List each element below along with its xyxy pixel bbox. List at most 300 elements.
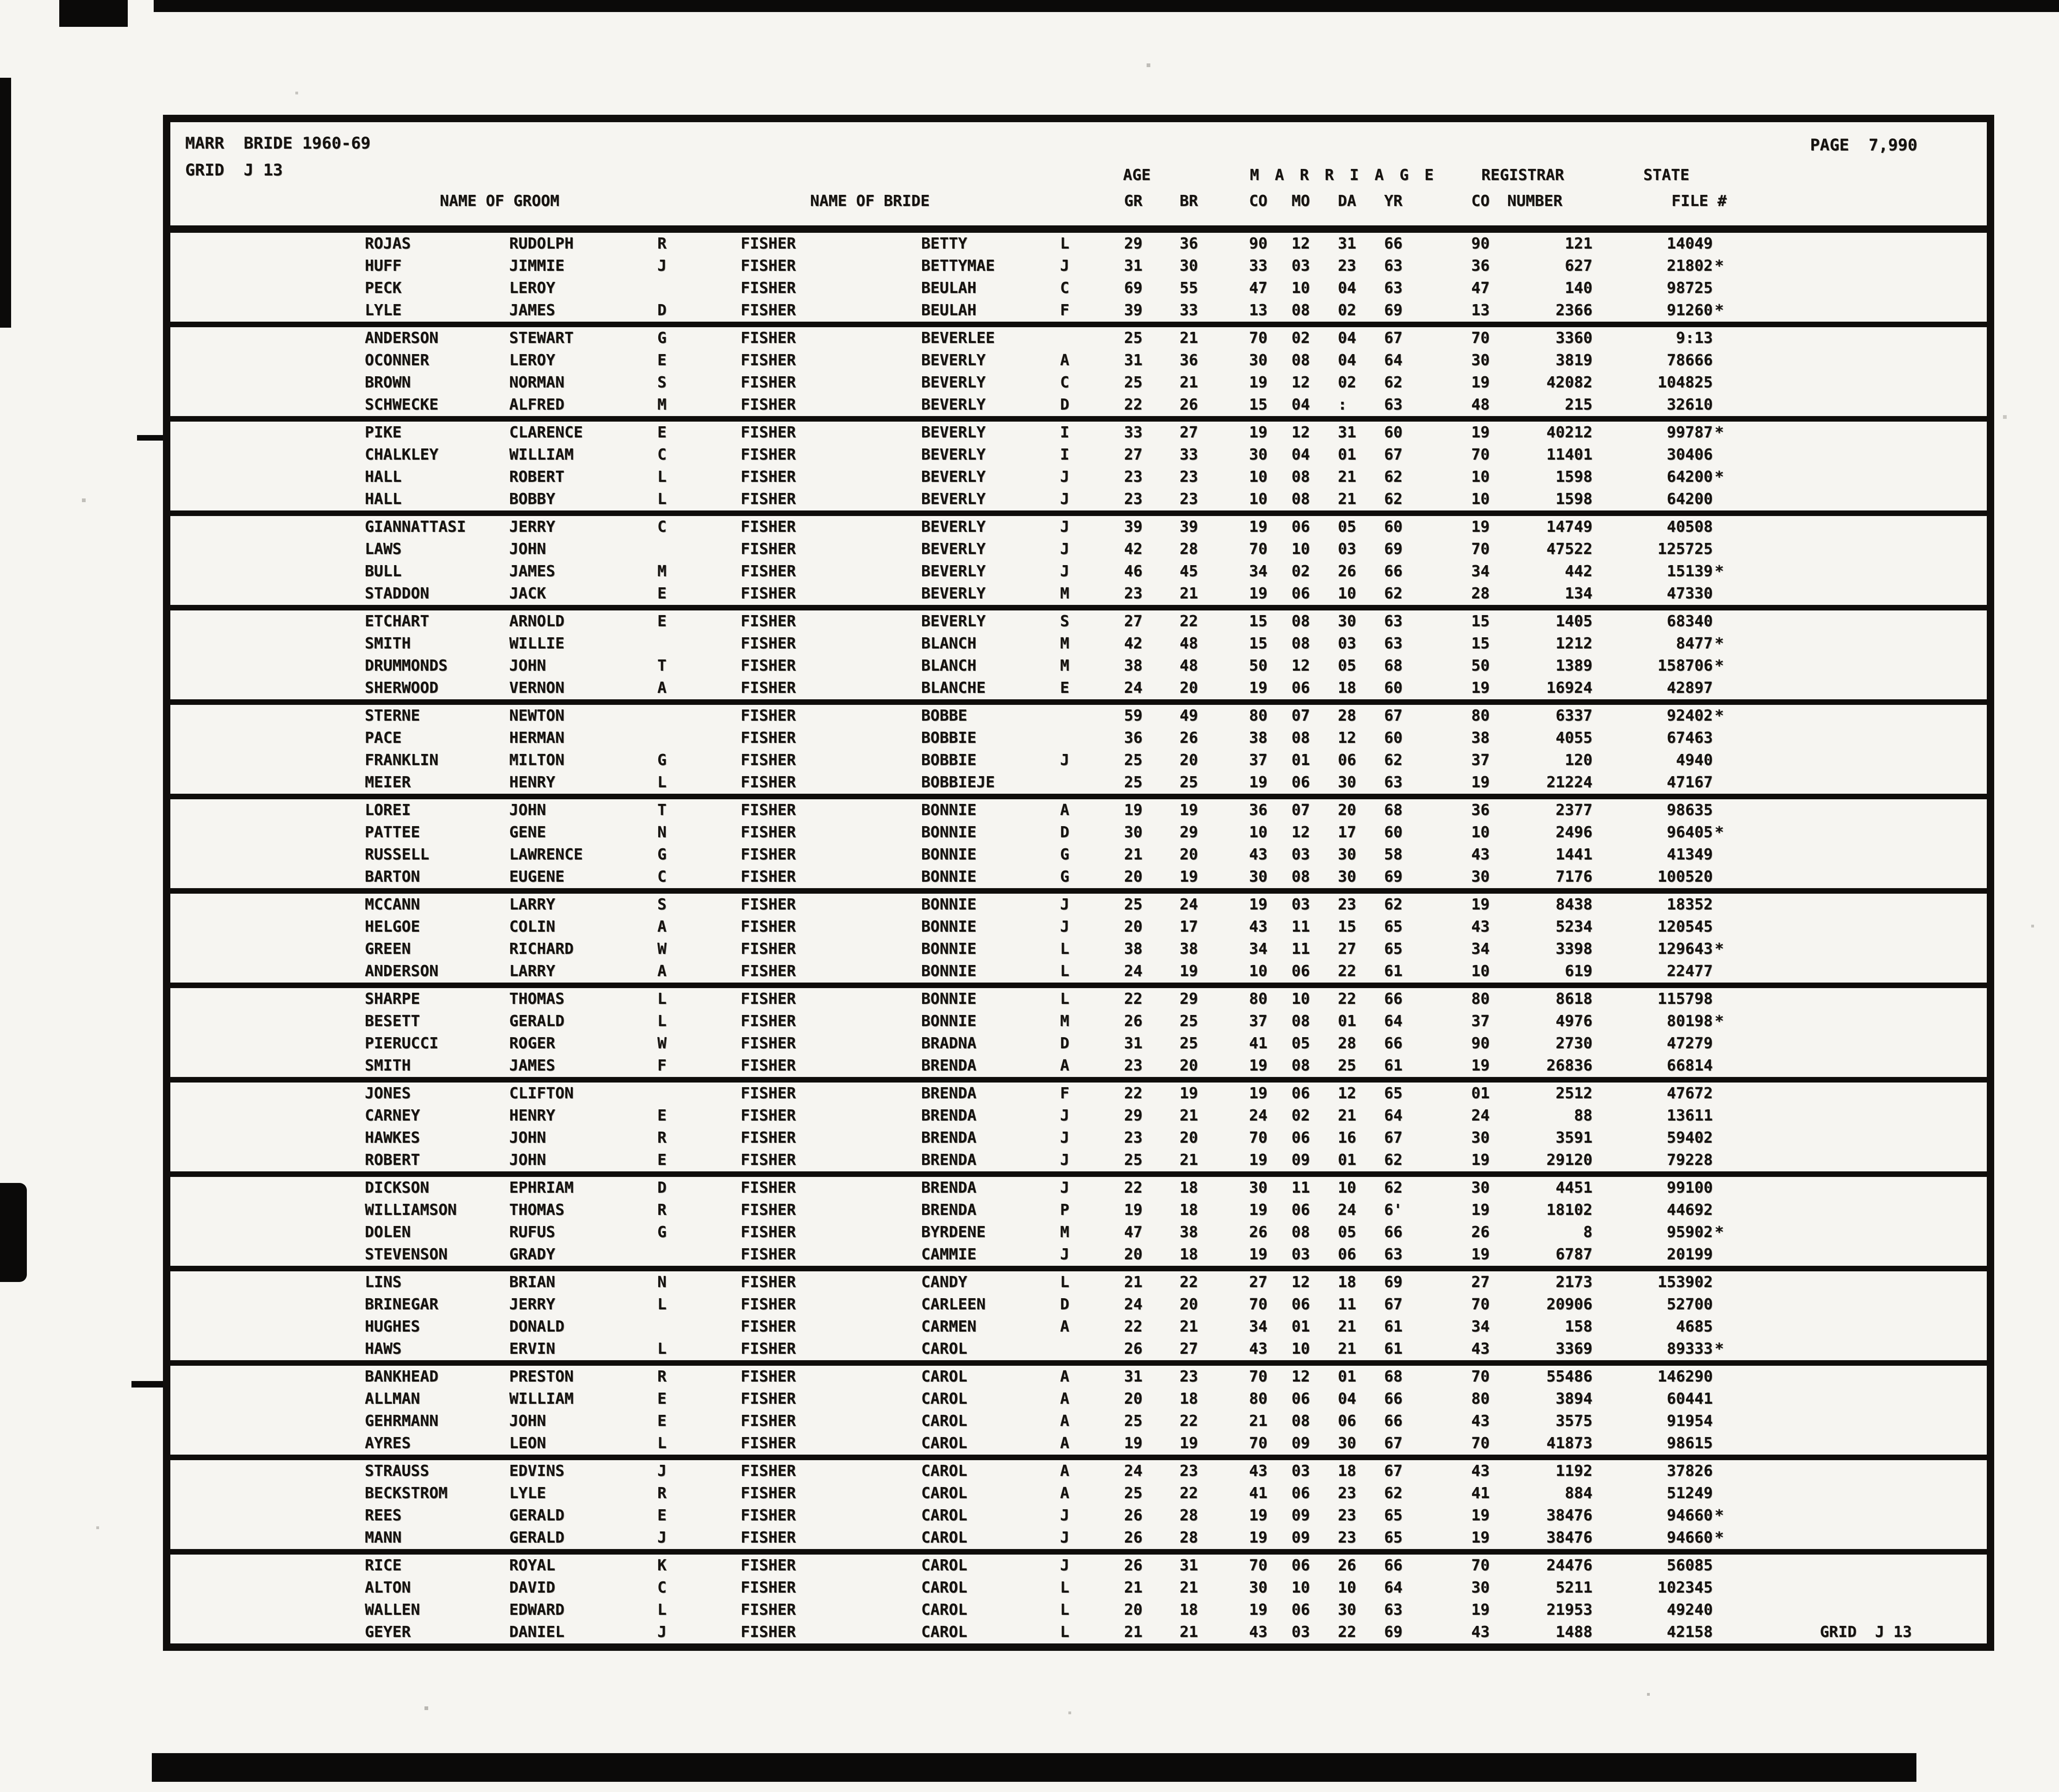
cell-groom-surname: RUSSELL [365,845,430,863]
cell-age-groom: 33 [1124,423,1142,441]
table-row [170,1366,1987,1388]
cell-marriage-county: 30 [1249,445,1267,463]
cell-state-file-number: 8477 [1676,634,1713,652]
cell-groom-surname: PATTEE [365,823,420,841]
cell-marriage-month: 12 [1292,373,1310,391]
cell-marriage-year: 67 [1384,706,1403,724]
column-header-age-br: BR [1179,192,1198,210]
cell-registrar-county: 70 [1471,1367,1490,1385]
cell-marriage-month: 12 [1292,656,1310,674]
cell-age-groom: 26 [1124,1012,1142,1030]
cell-marriage-county: 90 [1249,234,1267,252]
cell-groom-surname: SHARPE [365,989,420,1008]
cell-bride-first-name: BRADNA [921,1034,977,1052]
cell-marriage-county: 13 [1249,301,1267,319]
cell-groom-first-name: VERNON [509,678,565,697]
cell-groom-middle-initial: L [657,1295,667,1313]
cell-marriage-day: 23 [1338,1506,1356,1524]
cell-bride-first-name: CAMMIE [921,1245,977,1263]
cell-bride-first-name: BETTY [921,234,967,252]
cell-state-file-number: 30406 [1666,445,1713,463]
cell-groom-first-name: DAVID [509,1578,555,1596]
cell-groom-surname: CARNEY [365,1106,420,1124]
cell-marriage-month: 12 [1292,234,1310,252]
cell-marriage-year: 61 [1384,962,1403,980]
cell-state-file-number: 98615 [1666,1434,1713,1452]
cell-marriage-day: 23 [1338,1528,1356,1546]
cell-groom-middle-initial: L [657,1339,667,1357]
cell-registrar-county: 43 [1471,1339,1490,1357]
cell-groom-first-name: WILLIE [509,634,565,652]
cell-groom-surname: DICKSON [365,1178,430,1196]
cell-age-bride: 49 [1179,706,1198,724]
cell-marriage-year: 67 [1384,1128,1403,1146]
cell-marriage-month: 03 [1292,1623,1310,1641]
cell-marriage-county: 19 [1249,895,1267,913]
cell-registrar-county: 50 [1471,656,1490,674]
cell-groom-first-name: GERALD [509,1506,565,1524]
cell-marriage-month: 04 [1292,395,1310,413]
cell-groom-middle-initial: S [657,373,667,391]
cell-registrar-number: 20906 [1546,1295,1592,1313]
cell-marriage-month: 08 [1292,634,1310,652]
cell-bride-first-name: BLANCH [921,656,977,674]
cell-bride-middle-initial: E [1060,678,1069,697]
cell-bride-surname: FISHER [741,1462,796,1480]
cell-age-bride: 38 [1179,1223,1198,1241]
table-row [170,1221,1987,1244]
star-marker: * [1715,634,1724,652]
cell-marriage-month: 06 [1292,962,1310,980]
table-row [170,560,1987,583]
cell-age-groom: 23 [1124,490,1142,508]
cell-bride-first-name: CAROL [921,1462,967,1480]
cell-groom-surname: JONES [365,1084,411,1102]
cell-groom-first-name: LARRY [509,962,555,980]
cell-age-groom: 47 [1124,1223,1142,1241]
cell-state-file-number: 96405 [1666,823,1713,841]
cell-marriage-county: 10 [1249,490,1267,508]
cell-marriage-county: 19 [1249,1201,1267,1219]
cell-marriage-year: 68 [1384,656,1403,674]
cell-marriage-county: 30 [1249,867,1267,885]
cell-registrar-county: 34 [1471,562,1490,580]
cell-marriage-county: 70 [1249,1367,1267,1385]
cell-bride-middle-initial: L [1060,1578,1069,1596]
cell-bride-first-name: BEVERLY [921,467,986,485]
cell-state-file-number: 64200 [1666,490,1713,508]
cell-bride-surname: FISHER [741,1295,796,1313]
cell-groom-surname: LOREI [365,801,411,819]
cell-registrar-number: 3591 [1555,1128,1592,1146]
cell-bride-middle-initial: G [1060,867,1069,885]
cell-marriage-month: 06 [1292,1295,1310,1313]
cell-groom-middle-initial: T [657,656,667,674]
cell-bride-first-name: BEVERLY [921,490,986,508]
cell-bride-first-name: BEVERLY [921,517,986,535]
cell-bride-middle-initial: D [1060,1295,1069,1313]
cell-marriage-county: 43 [1249,1623,1267,1641]
cell-age-groom: 25 [1124,329,1142,347]
cell-registrar-county: 19 [1471,517,1490,535]
table-row [170,488,1987,510]
cell-registrar-county: 70 [1471,1556,1490,1574]
cell-groom-middle-initial: N [657,823,667,841]
cell-marriage-county: 37 [1249,751,1267,769]
cell-registrar-number: 2366 [1555,301,1592,319]
cell-groom-surname: ANDERSON [365,962,438,980]
cell-bride-surname: FISHER [741,867,796,885]
cell-registrar-number: 2512 [1555,1084,1592,1102]
cell-groom-middle-initial: C [657,1578,667,1596]
cell-registrar-number: 6337 [1555,706,1592,724]
cell-bride-first-name: BONNIE [921,895,977,913]
cell-marriage-year: 60 [1384,423,1403,441]
cell-marriage-county: 43 [1249,917,1267,935]
cell-marriage-day: 23 [1338,1484,1356,1502]
cell-marriage-month: 01 [1292,1317,1310,1335]
cell-age-groom: 24 [1124,678,1142,697]
cell-bride-first-name: BRENDA [921,1056,977,1074]
cell-marriage-month: 08 [1292,467,1310,485]
cell-age-bride: 21 [1179,1106,1198,1124]
cell-marriage-year: 69 [1384,867,1403,885]
cell-age-bride: 21 [1179,1317,1198,1335]
cell-age-bride: 21 [1179,373,1198,391]
cell-bride-surname: FISHER [741,1484,796,1502]
cell-age-bride: 26 [1179,728,1198,747]
cell-marriage-day: 21 [1338,490,1356,508]
cell-marriage-month: 06 [1292,1600,1310,1618]
cell-age-bride: 29 [1179,823,1198,841]
cell-age-groom: 25 [1124,751,1142,769]
table-row [170,988,1987,1010]
cell-bride-surname: FISHER [741,234,796,252]
cell-registrar-county: 19 [1471,1056,1490,1074]
cell-registrar-county: 30 [1471,1128,1490,1146]
cell-marriage-year: 69 [1384,1273,1403,1291]
cell-state-file-number: 115798 [1657,989,1713,1008]
cell-marriage-year: 69 [1384,1623,1403,1641]
cell-bride-surname: FISHER [741,773,796,791]
cell-groom-surname: ROJAS [365,234,411,252]
cell-marriage-month: 09 [1292,1151,1310,1169]
column-header-marr-yr: YR [1384,192,1403,210]
cell-marriage-year: 63 [1384,256,1403,274]
table-row [170,749,1987,772]
cell-registrar-county: 43 [1471,917,1490,935]
cell-state-file-number: 92402 [1666,706,1713,724]
cell-marriage-month: 05 [1292,1034,1310,1052]
cell-groom-middle-initial: L [657,1434,667,1452]
cell-marriage-month: 07 [1292,706,1310,724]
star-marker: * [1715,1339,1724,1357]
cell-groom-surname: OCONNER [365,351,430,369]
cell-age-groom: 38 [1124,656,1142,674]
cell-registrar-number: 8 [1583,1223,1592,1241]
cell-registrar-number: 2377 [1555,801,1592,819]
cell-registrar-county: 19 [1471,1600,1490,1618]
film-edge-top-notch [59,0,128,27]
cell-age-bride: 36 [1179,351,1198,369]
cell-registrar-number: 38476 [1546,1506,1592,1524]
cell-marriage-year: 60 [1384,517,1403,535]
cell-marriage-month: 08 [1292,1056,1310,1074]
cell-groom-middle-initial: T [657,801,667,819]
cell-marriage-county: 19 [1249,773,1267,791]
cell-registrar-county: 19 [1471,678,1490,697]
cell-groom-first-name: JACK [509,584,546,602]
cell-age-groom: 24 [1124,1462,1142,1480]
cell-age-groom: 30 [1124,823,1142,841]
cell-marriage-year: 62 [1384,1178,1403,1196]
cell-registrar-county: 90 [1471,234,1490,252]
cell-marriage-county: 80 [1249,989,1267,1008]
cell-bride-middle-initial: L [1060,1273,1069,1291]
cell-bride-first-name: BEULAH [921,279,977,297]
cell-bride-middle-initial: J [1060,751,1069,769]
cell-registrar-number: 24476 [1546,1556,1592,1574]
cell-bride-middle-initial: M [1060,656,1069,674]
cell-registrar-county: 01 [1471,1084,1490,1102]
cell-marriage-day: 01 [1338,1151,1356,1169]
cell-bride-surname: FISHER [741,989,796,1008]
cell-marriage-day: 10 [1338,1578,1356,1596]
cell-registrar-number: 121 [1565,234,1592,252]
cell-groom-middle-initial [657,277,694,299]
cell-marriage-day: 01 [1338,445,1356,463]
cell-state-file-number: 94660 [1666,1528,1713,1546]
cell-marriage-year: 61 [1384,1056,1403,1074]
cell-state-file-number: 21802 [1666,256,1713,274]
table-row [170,538,1987,560]
cell-age-bride: 29 [1179,989,1198,1008]
cell-marriage-county: 19 [1249,1600,1267,1618]
cell-state-file-number: 59402 [1666,1128,1713,1146]
cell-bride-first-name: CAROL [921,1412,967,1430]
table-row [170,705,1987,727]
cell-marriage-county: 19 [1249,1056,1267,1074]
cell-registrar-number: 1389 [1555,656,1592,674]
cell-state-file-number: 67463 [1666,728,1713,747]
cell-bride-first-name: CAROL [921,1528,967,1546]
cell-marriage-month: 08 [1292,490,1310,508]
cell-groom-first-name: LEROY [509,351,555,369]
cell-state-file-number: 4685 [1676,1317,1713,1335]
cell-marriage-county: 70 [1249,1434,1267,1452]
cell-groom-middle-initial: S [657,895,667,913]
cell-marriage-county: 27 [1249,1273,1267,1291]
cell-groom-middle-initial: J [657,1462,667,1480]
cell-age-bride: 21 [1179,1578,1198,1596]
next-frame-top-bar [152,1753,1916,1782]
cell-bride-middle-initial: L [1060,962,1069,980]
cell-groom-middle-initial: G [657,329,667,347]
cell-marriage-county: 19 [1249,1151,1267,1169]
records-table [170,233,1987,1643]
cell-marriage-county: 70 [1249,540,1267,558]
cell-marriage-day: 30 [1338,1434,1356,1452]
table-row [170,1316,1987,1338]
cell-state-file-number: 42158 [1666,1623,1713,1641]
cell-marriage-day: 06 [1338,1245,1356,1263]
cell-age-groom: 42 [1124,634,1142,652]
cell-registrar-number: 3360 [1555,329,1592,347]
cell-bride-first-name: BOBBE [921,706,967,724]
cell-groom-first-name: JOHN [509,1128,546,1146]
cell-groom-first-name: JERRY [509,517,555,535]
cell-groom-first-name: WILLIAM [509,1389,574,1407]
cell-bride-first-name: BONNIE [921,823,977,841]
cell-bride-surname: FISHER [741,1084,796,1102]
cell-groom-middle-initial: L [657,773,667,791]
cell-bride-first-name: BEVERLY [921,373,986,391]
cell-marriage-day: 21 [1338,1317,1356,1335]
cell-groom-middle-initial: D [657,301,667,319]
cell-bride-middle-initial: M [1060,1012,1069,1030]
cell-groom-middle-initial: M [657,562,667,580]
cell-bride-surname: FISHER [741,351,796,369]
cell-marriage-day: 30 [1338,612,1356,630]
column-header-age: AGE [1123,166,1151,184]
cell-groom-middle-initial: E [657,612,667,630]
cell-bride-first-name: BRENDA [921,1128,977,1146]
cell-groom-surname: GEYER [365,1623,411,1641]
cell-age-groom: 22 [1124,1084,1142,1102]
cell-groom-middle-initial: E [657,423,667,441]
cell-registrar-county: 10 [1471,490,1490,508]
cell-marriage-month: 06 [1292,773,1310,791]
cell-state-file-number: 99787 [1666,423,1713,441]
cell-marriage-year: 63 [1384,634,1403,652]
cell-marriage-month: 06 [1292,1128,1310,1146]
cell-registrar-number: 1598 [1555,490,1592,508]
table-row [170,372,1987,394]
cell-groom-surname: BULL [365,562,402,580]
cell-marriage-county: 15 [1249,612,1267,630]
cell-bride-first-name: CAROL [921,1339,967,1357]
column-header-bride: NAME OF BRIDE [810,192,930,210]
table-row [170,349,1987,372]
cell-marriage-county: 36 [1249,801,1267,819]
cell-registrar-county: 70 [1471,329,1490,347]
cell-age-bride: 27 [1179,1339,1198,1357]
cell-bride-first-name: BEVERLY [921,351,986,369]
cell-state-file-number: 13611 [1666,1106,1713,1124]
table-row [170,1505,1987,1527]
cell-age-groom: 19 [1124,1434,1142,1452]
cell-age-groom: 23 [1124,467,1142,485]
cell-marriage-day: 16 [1338,1128,1356,1146]
cell-bride-surname: FISHER [741,445,796,463]
cell-marriage-county: 10 [1249,962,1267,980]
cell-marriage-year: 64 [1384,351,1403,369]
cell-age-groom: 19 [1124,801,1142,819]
cell-bride-first-name: BONNIE [921,989,977,1008]
cell-age-groom: 24 [1124,1295,1142,1313]
cell-groom-surname: PIERUCCI [365,1034,438,1052]
cell-bride-surname: FISHER [741,1339,796,1357]
cell-registrar-county: 34 [1471,1317,1490,1335]
cell-registrar-number: 8438 [1555,895,1592,913]
table-row [170,1271,1987,1294]
cell-age-groom: 29 [1124,1106,1142,1124]
cell-marriage-year: 69 [1384,301,1403,319]
cell-groom-middle-initial: W [657,940,667,958]
cell-state-file-number: 4940 [1676,751,1713,769]
cell-marriage-county: 19 [1249,517,1267,535]
table-row [170,633,1987,655]
cell-marriage-day: 30 [1338,867,1356,885]
cell-bride-surname: FISHER [741,1528,796,1546]
cell-marriage-year: 64 [1384,1012,1403,1030]
cell-bride-first-name: CAROL [921,1578,967,1596]
cell-registrar-county: 43 [1471,1462,1490,1480]
cell-marriage-county: 41 [1249,1034,1267,1052]
cell-bride-first-name: BRENDA [921,1084,977,1102]
cell-groom-surname: HALL [365,467,402,485]
cell-groom-middle-initial: J [657,1528,667,1546]
table-row [170,1577,1987,1599]
cell-bride-first-name: CARLEEN [921,1295,986,1313]
cell-age-groom: 39 [1124,517,1142,535]
record-group [170,988,1987,1083]
cell-groom-first-name: COLIN [509,917,555,935]
cell-marriage-month: 12 [1292,1367,1310,1385]
cell-bride-first-name: CARMEN [921,1317,977,1335]
cell-bride-surname: FISHER [741,1367,796,1385]
cell-bride-surname: FISHER [741,584,796,602]
cell-bride-middle-initial: J [1060,895,1069,913]
cell-marriage-county: 70 [1249,329,1267,347]
cell-bride-middle-initial: M [1060,584,1069,602]
cell-marriage-day: 25 [1338,1056,1356,1074]
cell-registrar-number: 120 [1565,751,1592,769]
cell-age-groom: 39 [1124,301,1142,319]
cell-marriage-day: 01 [1338,1012,1356,1030]
cell-bride-surname: FISHER [741,634,796,652]
cell-age-bride: 26 [1179,395,1198,413]
cell-groom-first-name: EUGENE [509,867,565,885]
cell-bride-first-name: BONNIE [921,867,977,885]
film-edge-top-bar [154,0,2059,12]
cell-marriage-month: 08 [1292,728,1310,747]
cell-marriage-year: 62 [1384,751,1403,769]
table-row [170,1127,1987,1149]
cell-bride-surname: FISHER [741,423,796,441]
cell-age-bride: 22 [1179,612,1198,630]
cell-registrar-county: 19 [1471,1201,1490,1219]
cell-age-bride: 23 [1179,490,1198,508]
cell-groom-middle-initial: R [657,1128,667,1146]
cell-registrar-number: 3369 [1555,1339,1592,1357]
cell-groom-first-name: NORMAN [509,373,565,391]
cell-marriage-month: 06 [1292,1484,1310,1502]
cell-groom-middle-initial: E [657,1389,667,1407]
cell-groom-middle-initial: G [657,845,667,863]
cell-age-bride: 38 [1179,940,1198,958]
cell-bride-surname: FISHER [741,256,796,274]
cell-groom-first-name: JIMMIE [509,256,565,274]
record-group [170,516,1987,610]
cell-marriage-day: 28 [1338,706,1356,724]
table-row [170,1555,1987,1577]
cell-marriage-year: 63 [1384,773,1403,791]
cell-state-file-number: 14049 [1666,234,1713,252]
cell-bride-middle-initial: M [1060,1223,1069,1241]
record-group [170,894,1987,988]
cell-marriage-year: 66 [1384,1412,1403,1430]
